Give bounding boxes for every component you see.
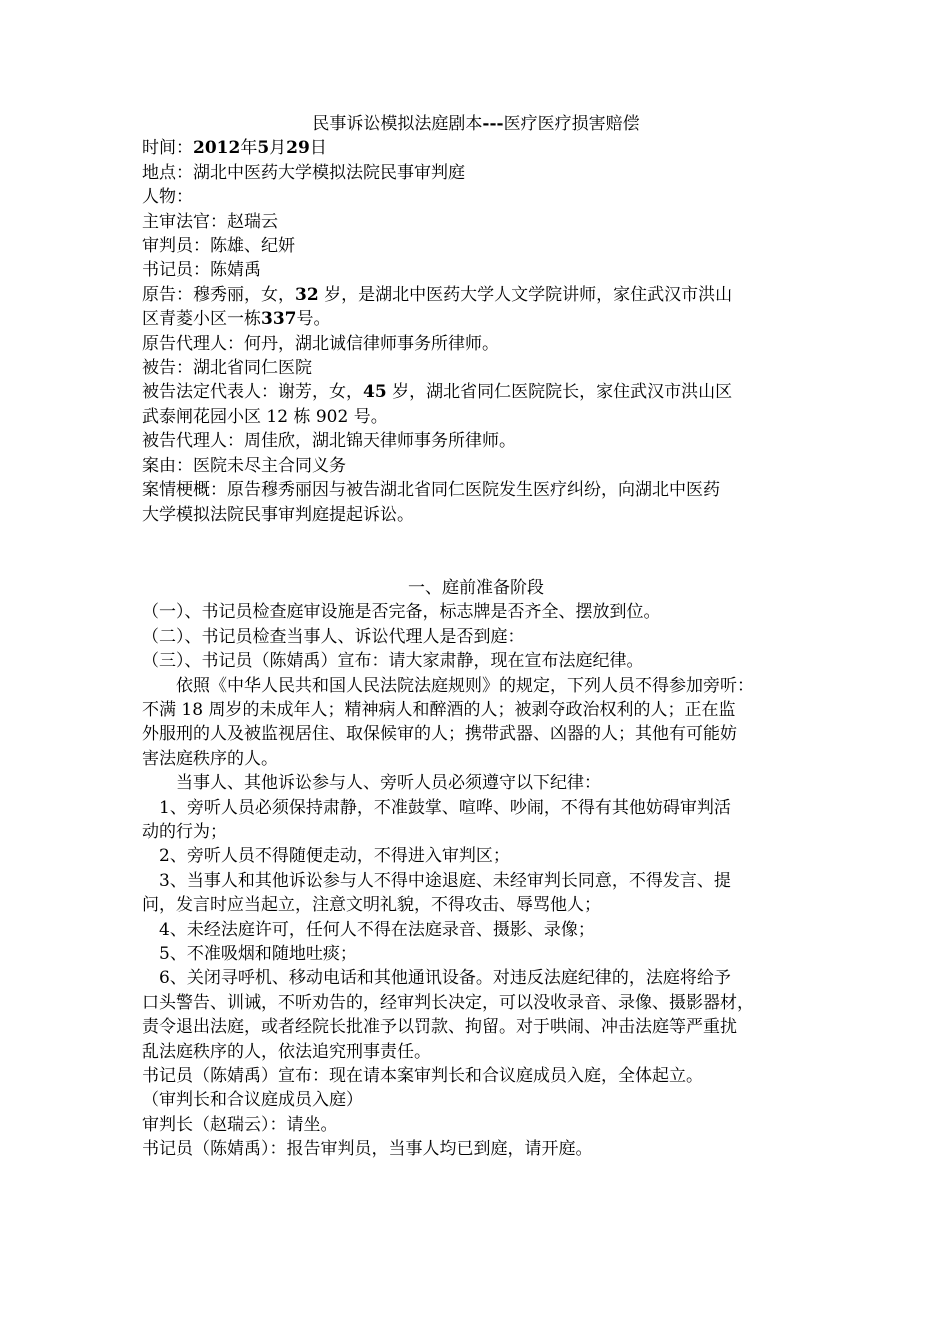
step-2: （二）、书记员检查当事人、诉讼代理人是否到庭：	[142, 626, 525, 647]
rules-line-1: 依照《中华人民共和国人民法院法庭规则》的规定，下列人员不得参加旁听：	[176, 675, 754, 696]
plaintiff-line-2: 区青菱小区一栋337号。	[142, 309, 331, 330]
discipline-6-line-4: 乱法庭秩序的人，依法追究刑事责任。	[142, 1041, 431, 1062]
discipline-6-line-3: 责令退出法庭，或者经院长批准予以罚款、拘留。对于哄闹、冲击法庭等严重扰	[142, 1017, 737, 1038]
step-3: （三）、书记员（陈婧禹）宣布：请大家肃静，现在宣布法庭纪律。	[142, 651, 644, 672]
discipline-6-line-2: 口头警告、训诫，不听劝告的，经审判长决定，可以没收录音、录像、摄影器材，	[142, 992, 754, 1013]
defendant-rep-line-1: 被告法定代表人：谢芳，女，45 岁，湖北省同仁医院院长，家住武汉市洪山区	[142, 382, 733, 403]
defendant-agent-line: 被告代理人：周佳欣，湖北锦天律师事务所律师。	[142, 431, 516, 452]
discipline-3-line-2: 问，发言时应当起立，注意文明礼貌，不得攻击、辱骂他人；	[142, 895, 601, 916]
discipline-4: 4、未经法庭许可，任何人不得在法庭录音、摄影、录像；	[159, 919, 595, 940]
document-title: 民事诉讼模拟法庭剧本---医疗医疗损害赔偿	[312, 114, 640, 134]
step-1: （一）、书记员检查庭审设施是否完备，标志牌是否齐全、摆放到位。	[142, 602, 661, 623]
enter-note-line: （审判长和合议庭成员入庭）	[142, 1090, 363, 1111]
rules-line-4: 害法庭秩序的人。	[142, 748, 278, 769]
plaintiff-agent-line: 原告代理人：何丹，湖北诚信律师事务所律师。	[142, 333, 499, 354]
defendant-line: 被告：湖北省同仁医院	[142, 358, 312, 379]
section-heading: 一、庭前准备阶段	[408, 577, 544, 598]
discipline-3-line-1: 3、当事人和其他诉讼参与人不得中途退庭、未经审判长同意，不得发言、提	[159, 870, 731, 891]
discipline-5: 5、不准吸烟和随地吐痰；	[159, 944, 357, 964]
cause-line: 案由：医院未尽主合同义务	[142, 455, 346, 476]
people-heading: 人物：	[142, 187, 193, 208]
judge-line: 审判长（赵瑞云）：请坐。	[142, 1114, 338, 1135]
clerk-report-line: 书记员（陈婧禹）：报告审判员，当事人均已到庭，请开庭。	[142, 1139, 593, 1160]
plaintiff-line-1: 原告：穆秀丽，女，32 岁，是湖北中医药大学人文学院讲师，家住武汉市洪山	[142, 284, 733, 305]
discipline-6-line-1: 6、关闭寻呼机、移动电话和其他通讯设备。对违反法庭纪律的，法庭将给予	[159, 968, 731, 989]
rules-line-3: 外服刑的人及被监视居住、取保候审的人；携带武器、凶器的人；其他有可能妨	[142, 724, 737, 745]
rules-line-2: 不满 18 周岁的未成年人；精神病人和醉酒的人；被剥夺政治权利的人；正在监	[142, 699, 736, 720]
summary-line-2: 大学模拟法院民事审判庭提起诉讼。	[142, 504, 414, 525]
defendant-rep-line-2: 武泰闸花园小区 12 栋 902 号。	[142, 406, 388, 427]
discipline-intro: 当事人、其他诉讼参与人、旁听人员必须遵守以下纪律：	[176, 773, 601, 794]
discipline-2: 2、旁听人员不得随便走动，不得进入审判区；	[159, 846, 510, 867]
clerk-announce-line: 书记员（陈婧禹）宣布：现在请本案审判长和合议庭成员入庭，全体起立。	[142, 1066, 703, 1087]
place-line: 地点：湖北中医药大学模拟法院民事审判庭	[142, 162, 465, 183]
judges-line: 审判员：陈雄、纪妍	[142, 236, 295, 257]
discipline-1-line-2: 动的行为；	[142, 821, 227, 842]
presiding-judge-line: 主审法官：赵瑞云	[142, 211, 278, 232]
time-line: 时间：2012年5月29日	[142, 138, 327, 159]
discipline-1-line-1: 1、旁听人员必须保持肃静，不准鼓掌、喧哗、吵闹，不得有其他妨碍审判活	[159, 797, 731, 818]
clerk-line: 书记员：陈婧禹	[142, 260, 261, 281]
summary-line-1: 案情梗概：原告穆秀丽因与被告湖北省同仁医院发生医疗纠纷，向湖北中医药	[142, 480, 720, 501]
section-gap	[142, 527, 810, 576]
